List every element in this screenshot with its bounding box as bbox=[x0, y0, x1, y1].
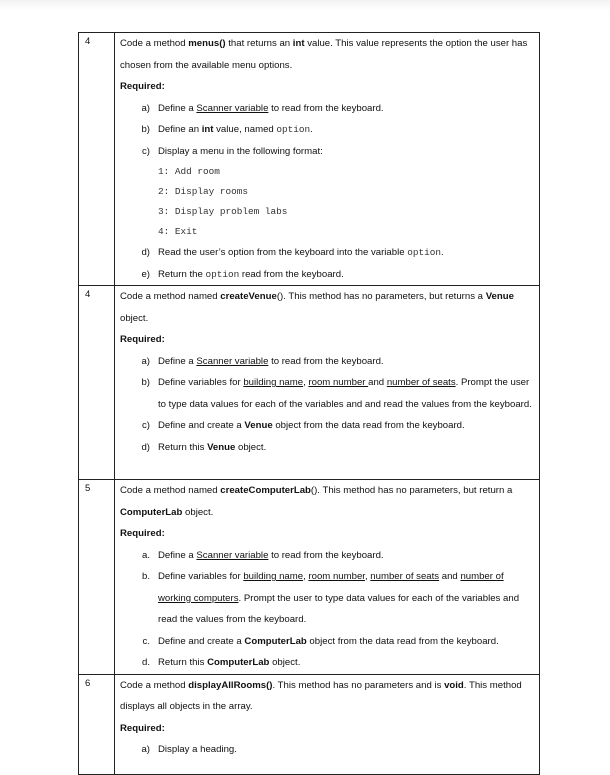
list-item: d. Return this ComputerLab object. bbox=[141, 657, 301, 668]
table-row bbox=[79, 286, 540, 480]
menu-line: 1: Add room bbox=[158, 166, 220, 177]
row-number: 4 bbox=[79, 33, 115, 286]
requirements-table bbox=[78, 32, 540, 775]
row-number: 5 bbox=[79, 480, 115, 675]
required-heading: Required: bbox=[120, 722, 165, 734]
row-content bbox=[115, 286, 540, 480]
list-item: b. Define variables for building name, room number, number of seats and number of working computers. Prompt the user to type data values for each of the variables and read the values from the keyboard. bbox=[141, 571, 520, 625]
row-description: Code a method named createComputerLab(). This method has no parameters, but return a ComputerLab object. bbox=[120, 485, 513, 518]
list-item: c) Define and create a Venue object from the data read from the keyboard. bbox=[142, 420, 465, 431]
list-item: a. Define a Scanner variable to read from the keyboard. bbox=[141, 549, 384, 561]
row-content bbox=[115, 480, 540, 675]
list-item: e) Return the option read from the keyboard. bbox=[141, 268, 344, 280]
required-heading: Required: bbox=[120, 528, 165, 539]
list-item: a) Define a Scanner variable to read from the keyboard. bbox=[141, 355, 384, 367]
row-content bbox=[115, 33, 540, 286]
list-item: a) Display a heading. bbox=[141, 744, 237, 755]
list-item: d) Return this Venue object. bbox=[141, 441, 267, 453]
row-description: Code a method named createVenue(). This method has no parameters, but returns a Venue object. bbox=[120, 291, 514, 324]
row-number: 4 bbox=[79, 286, 115, 480]
page-top-shadow bbox=[0, 0, 610, 10]
list-item: a) Define a Scanner variable to read from the keyboard. bbox=[141, 102, 384, 114]
table-row bbox=[79, 480, 540, 675]
list-item: b) Define variables for building name, room number and number of seats. Prompt the user to type data values for each of the variables and and read the values from the keyboard. bbox=[141, 377, 532, 410]
table-row bbox=[79, 33, 540, 286]
list-item: b) Define an int value, named option. bbox=[141, 124, 313, 135]
row-number: 6 bbox=[79, 674, 115, 774]
row-description: Code a method displayAllRooms(). This method has no parameters and is void. This method displays all objects in the array. bbox=[120, 679, 522, 712]
list-item: c. Define and create a ComputerLab object from the data read from the keyboard. bbox=[142, 635, 499, 647]
row-description: Code a method menus() that returns an int value. This value represents the option the user has chosen from the available menu options. bbox=[120, 38, 528, 71]
row-content bbox=[115, 674, 540, 774]
list-item: c) Display a menu in the following format: bbox=[142, 145, 323, 157]
menu-line: 3: Display problem labs bbox=[158, 206, 288, 217]
list-item: d) Read the user’s option from the keyboard into the variable option. bbox=[141, 247, 444, 258]
table-row bbox=[79, 674, 540, 774]
menu-line: 2: Display rooms bbox=[158, 186, 249, 197]
required-heading: Required: bbox=[120, 81, 165, 92]
required-heading: Required: bbox=[120, 334, 165, 345]
menu-line: 4: Exit bbox=[158, 226, 198, 237]
